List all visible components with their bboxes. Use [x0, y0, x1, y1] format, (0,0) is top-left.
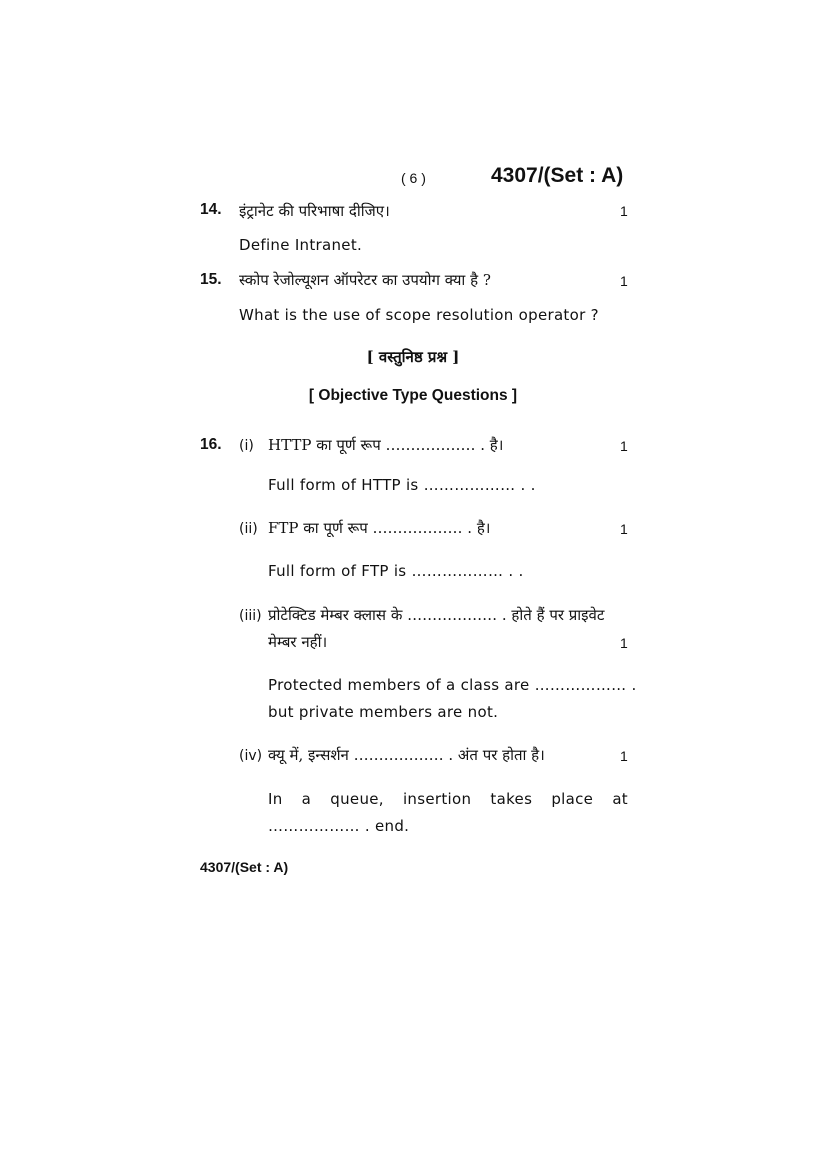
part-ii-hindi: FTP का पूर्ण रूप ……………… . है। — [268, 519, 491, 537]
question-14-marks: 1 — [620, 203, 628, 219]
word: queue, — [330, 790, 384, 808]
word: a — [301, 790, 312, 808]
part-iv-hindi: क्यू में, इन्सर्शन ……………… . अंत पर होता है। — [268, 746, 545, 764]
part-ii-label: (ii) — [239, 521, 258, 537]
word: In — [268, 790, 283, 808]
part-iii-hindi-line1: प्रोटेक्टिड मेम्बर क्लास के ……………… . होते हैं पर प्राइवेट — [268, 606, 605, 624]
word: insertion — [402, 790, 472, 808]
part-iii-english-line2: but private members are not. — [268, 703, 499, 721]
question-number-15: 15. — [200, 271, 222, 288]
part-ii-marks: 1 — [620, 521, 628, 537]
part-iii-label: (iii) — [239, 608, 262, 624]
part-iii-english-line1: Protected members of a class are ……………… . — [268, 676, 637, 694]
word: at — [612, 790, 628, 808]
question-15-marks: 1 — [620, 273, 628, 289]
part-iv-english-line2: ……………… . end. — [268, 817, 410, 835]
part-i-hindi: HTTP का पूर्ण रूप ……………… . है। — [268, 436, 504, 454]
part-iii-marks: 1 — [620, 635, 628, 651]
part-i-english: Full form of HTTP is ……………… . . — [268, 476, 536, 494]
question-14-hindi: इंट्रानेट की परिभाषा दीजिए। — [239, 202, 390, 220]
question-number-14: 14. — [200, 201, 222, 218]
part-iv-english-line1 — [268, 790, 628, 808]
question-14-english: Define Intranet. — [239, 236, 363, 254]
part-i-marks: 1 — [620, 438, 628, 454]
section-title-hindi: [ वस्तुनिष्ठ प्रश्न ] — [366, 348, 460, 366]
page-number: ( 6 ) — [401, 170, 426, 186]
part-ii-english: Full form of FTP is ……………… . . — [268, 562, 524, 580]
part-i-label: (i) — [239, 438, 254, 454]
paper-code-header: 4307/(Set : A) — [491, 164, 624, 187]
section-title-english: [ Objective Type Questions ] — [308, 387, 518, 404]
part-iii-hindi-line2: मेम्बर नहीं। — [268, 633, 328, 651]
word: takes — [490, 790, 533, 808]
question-15-english: What is the use of scope resolution operator ? — [239, 306, 599, 324]
paper-code-footer: 4307/(Set : A) — [200, 859, 289, 875]
part-iv-marks: 1 — [620, 748, 628, 764]
word: place — [551, 790, 594, 808]
question-15-hindi: स्कोप रेजोल्यूशन ऑपरेटर का उपयोग क्या है ? — [239, 271, 491, 289]
question-number-16: 16. — [200, 436, 222, 453]
part-iv-label: (iv) — [239, 748, 263, 764]
